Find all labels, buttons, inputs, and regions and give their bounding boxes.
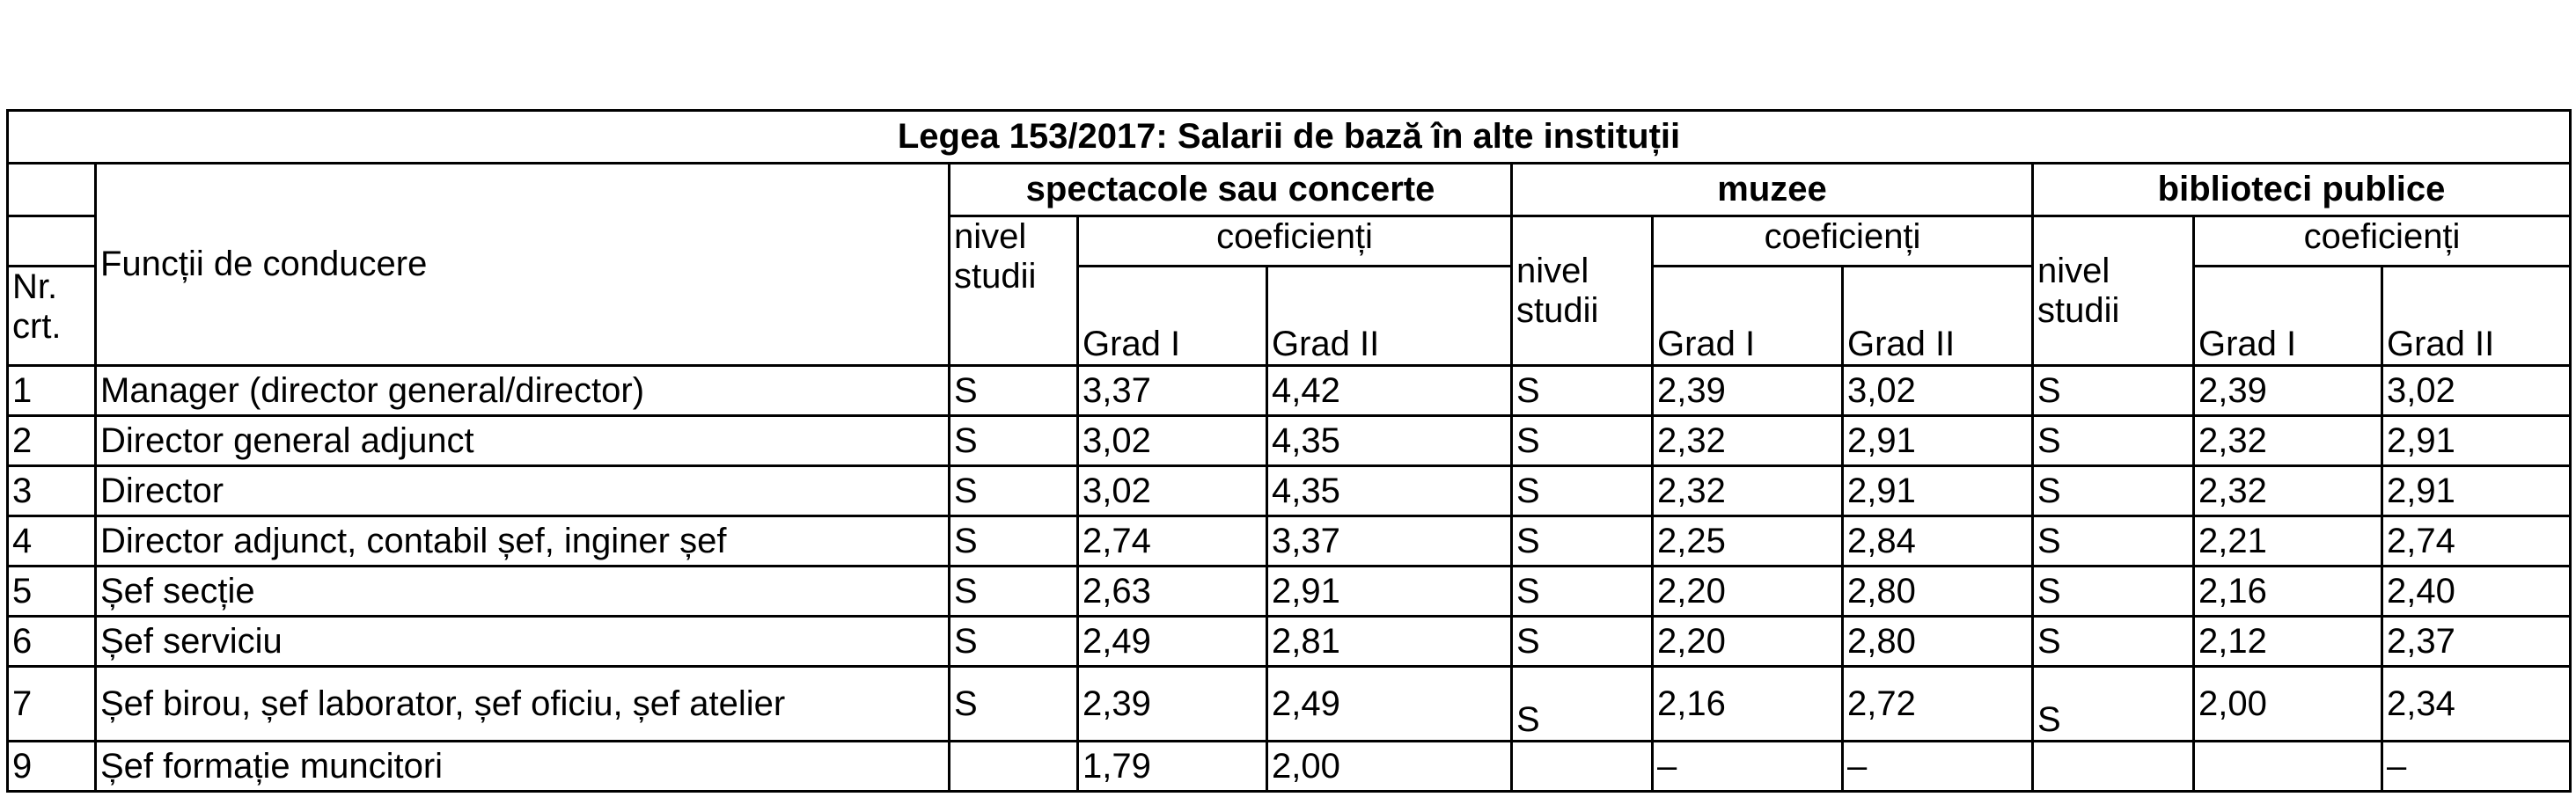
value-cell: 2,32 bbox=[2194, 416, 2382, 466]
value-cell: S bbox=[2033, 567, 2194, 617]
value-cell: 2,63 bbox=[1078, 567, 1267, 617]
value-cell: 2,20 bbox=[1653, 617, 1843, 667]
table-row bbox=[8, 667, 2571, 742]
value-cell: 2,84 bbox=[1843, 516, 2033, 567]
value-cell bbox=[1512, 742, 1653, 792]
grad1-header: Grad I bbox=[1078, 267, 1267, 366]
table-row bbox=[8, 366, 2571, 416]
table-row bbox=[8, 742, 2571, 792]
functie-cell: Director adjunct, contabil șef, inginer șef bbox=[96, 516, 950, 567]
value-cell: 3,02 bbox=[1078, 466, 1267, 516]
value-cell: 2,40 bbox=[2382, 567, 2571, 617]
functie-cell: Manager (director general/director) bbox=[96, 366, 950, 416]
nr-cell: 1 bbox=[8, 366, 96, 416]
grad2-header: Grad II bbox=[2382, 267, 2571, 366]
value-cell: S bbox=[950, 667, 1078, 742]
value-cell: 2,91 bbox=[1843, 416, 2033, 466]
functie-cell: Șef formație muncitori bbox=[96, 742, 950, 792]
value-cell: 2,32 bbox=[2194, 466, 2382, 516]
value-cell: S bbox=[1512, 366, 1653, 416]
nivel-studii-header: nivel studii bbox=[1512, 216, 1653, 366]
nivel-studii-header: nivel studii bbox=[950, 216, 1078, 366]
value-cell: 2,16 bbox=[1653, 667, 1843, 742]
value-cell: S bbox=[950, 567, 1078, 617]
value-cell: 2,34 bbox=[2382, 667, 2571, 742]
value-cell: 2,16 bbox=[2194, 567, 2382, 617]
value-cell: S bbox=[1512, 516, 1653, 567]
nr-cell: 4 bbox=[8, 516, 96, 567]
grad2-header: Grad II bbox=[1843, 267, 2033, 366]
value-cell: 4,35 bbox=[1267, 466, 1512, 516]
table-row bbox=[8, 617, 2571, 667]
group-header-row bbox=[8, 164, 2571, 216]
value-cell: 2,21 bbox=[2194, 516, 2382, 567]
grad1-header: Grad I bbox=[2194, 267, 2382, 366]
value-cell: S bbox=[2033, 466, 2194, 516]
grad1-header: Grad I bbox=[1653, 267, 1843, 366]
value-cell: S bbox=[1512, 567, 1653, 617]
value-cell: 2,25 bbox=[1653, 516, 1843, 567]
table-row bbox=[8, 567, 2571, 617]
coeficienti-header: coeficienți bbox=[1078, 216, 1512, 267]
nr-cell: 9 bbox=[8, 742, 96, 792]
value-cell: S bbox=[2033, 416, 2194, 466]
value-cell: 2,91 bbox=[2382, 416, 2571, 466]
value-cell: S bbox=[950, 366, 1078, 416]
value-cell: 2,74 bbox=[2382, 516, 2571, 567]
empty-cell bbox=[8, 216, 96, 267]
value-cell: 3,37 bbox=[1267, 516, 1512, 567]
value-cell: – bbox=[1653, 742, 1843, 792]
nr-cell: 2 bbox=[8, 416, 96, 466]
value-cell: 1,79 bbox=[1078, 742, 1267, 792]
value-cell: S bbox=[950, 516, 1078, 567]
table-row bbox=[8, 416, 2571, 466]
functie-cell: Șef birou, șef laborator, șef oficiu, șef atelier bbox=[96, 667, 950, 742]
value-cell: 2,39 bbox=[1653, 366, 1843, 416]
empty-cell bbox=[8, 164, 96, 216]
value-cell: 3,37 bbox=[1078, 366, 1267, 416]
value-cell: – bbox=[2382, 742, 2571, 792]
value-cell: S bbox=[2033, 516, 2194, 567]
grad2-header: Grad II bbox=[1267, 267, 1512, 366]
value-cell: 4,42 bbox=[1267, 366, 1512, 416]
value-cell: S bbox=[1512, 667, 1653, 742]
functii-header: Funcții de conducere bbox=[96, 164, 950, 366]
coeficienti-header: coeficienți bbox=[2194, 216, 2571, 267]
value-cell bbox=[2194, 742, 2382, 792]
value-cell: 4,35 bbox=[1267, 416, 1512, 466]
value-cell: S bbox=[950, 617, 1078, 667]
value-cell: 2,91 bbox=[1843, 466, 2033, 516]
group-header-muzee: muzee bbox=[1512, 164, 2033, 216]
value-cell: 2,80 bbox=[1843, 567, 2033, 617]
group-header-biblioteci: biblioteci publice bbox=[2033, 164, 2571, 216]
value-cell: 2,91 bbox=[1267, 567, 1512, 617]
value-cell: 2,37 bbox=[2382, 617, 2571, 667]
nr-crt-header: Nr. crt. bbox=[8, 267, 96, 366]
value-cell: 3,02 bbox=[1843, 366, 2033, 416]
nr-cell: 5 bbox=[8, 567, 96, 617]
value-cell: 2,81 bbox=[1267, 617, 1512, 667]
coeficienti-header: coeficienți bbox=[1653, 216, 2033, 267]
salary-table bbox=[6, 109, 2572, 793]
value-cell: – bbox=[1843, 742, 2033, 792]
value-cell: S bbox=[2033, 366, 2194, 416]
value-cell: S bbox=[2033, 667, 2194, 742]
value-cell: 2,39 bbox=[2194, 366, 2382, 416]
value-cell: 2,00 bbox=[2194, 667, 2382, 742]
value-cell: 2,91 bbox=[2382, 466, 2571, 516]
functie-cell: Director bbox=[96, 466, 950, 516]
functie-cell: Șef serviciu bbox=[96, 617, 950, 667]
table-row bbox=[8, 516, 2571, 567]
value-cell: S bbox=[2033, 617, 2194, 667]
value-cell: 2,74 bbox=[1078, 516, 1267, 567]
value-cell: 2,32 bbox=[1653, 466, 1843, 516]
value-cell bbox=[950, 742, 1078, 792]
value-cell: S bbox=[950, 416, 1078, 466]
functie-cell: Șef secție bbox=[96, 567, 950, 617]
value-cell: 3,02 bbox=[2382, 366, 2571, 416]
value-cell: 2,32 bbox=[1653, 416, 1843, 466]
value-cell: 2,12 bbox=[2194, 617, 2382, 667]
value-cell: 2,49 bbox=[1078, 617, 1267, 667]
value-cell: 3,02 bbox=[1078, 416, 1267, 466]
table-title: Legea 153/2017: Salarii de bază în alte instituții bbox=[8, 111, 2571, 164]
value-cell: S bbox=[950, 466, 1078, 516]
value-cell: 2,80 bbox=[1843, 617, 2033, 667]
table-row bbox=[8, 466, 2571, 516]
value-cell: S bbox=[1512, 466, 1653, 516]
nr-cell: 7 bbox=[8, 667, 96, 742]
value-cell: S bbox=[1512, 617, 1653, 667]
title-row bbox=[8, 111, 2571, 164]
nr-cell: 3 bbox=[8, 466, 96, 516]
functie-cell: Director general adjunct bbox=[96, 416, 950, 466]
nr-cell: 6 bbox=[8, 617, 96, 667]
nivel-studii-header: nivel studii bbox=[2033, 216, 2194, 366]
value-cell: 2,72 bbox=[1843, 667, 2033, 742]
value-cell: 2,49 bbox=[1267, 667, 1512, 742]
value-cell bbox=[2033, 742, 2194, 792]
table-wrapper bbox=[6, 109, 2572, 793]
value-cell: 2,00 bbox=[1267, 742, 1512, 792]
value-cell: 2,39 bbox=[1078, 667, 1267, 742]
value-cell: S bbox=[1512, 416, 1653, 466]
group-header-spectacole: spectacole sau concerte bbox=[950, 164, 1512, 216]
value-cell: 2,20 bbox=[1653, 567, 1843, 617]
